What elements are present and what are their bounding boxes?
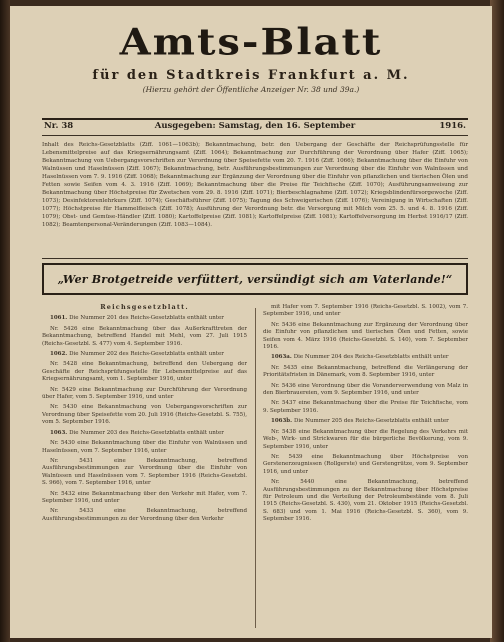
entry-text: Nr. 5438 eine Bekanntmachung über die Regelung des Verkehrs mit Web-, Wirk- und Strickwaren für die bürgerliche Bevölkerung, vom 9. September 1916, unter bbox=[263, 428, 468, 450]
scan-edge-right bbox=[490, 0, 504, 642]
list-item bbox=[42, 326, 247, 348]
document-page bbox=[10, 6, 492, 638]
list-item bbox=[42, 361, 247, 383]
section-heading: Reichsgesetzblatt. bbox=[100, 304, 189, 311]
list-item bbox=[263, 454, 468, 476]
entry-number: 1061. bbox=[50, 315, 70, 322]
list-item bbox=[263, 429, 468, 451]
entry-text: Nr. 5430 eine Bekanntmachung von Uebergangsvorschriften zur Verordnung über Speisefette vom 20. Juli 1916 (Reichs-Gesetzbl. S. 755), vom 5. September 1916. bbox=[42, 404, 247, 426]
entry-number: 1063b. bbox=[271, 418, 294, 425]
list-item bbox=[263, 479, 468, 523]
entry-text: mit Hafer vom 7. September 1916 (Reichs-Gesetzbl. S. 1002), vom 7. September 1916, und unter bbox=[263, 304, 468, 318]
issue-number: Nr. 38 bbox=[44, 121, 74, 131]
entry-text: Nr. 5428 eine Bekanntmachung, betreffend den Uebergang der Geschäfte der Reichsprüfungsstelle für Lebensmittelpreise auf das Kriegsernährungsamt, vom 1. September 1916, unter bbox=[42, 361, 247, 383]
slogan-box bbox=[42, 263, 468, 295]
entry-text: Die Nummer 204 des Reichs-Gesetzblatts enthält unter bbox=[293, 354, 449, 361]
list-item bbox=[42, 315, 247, 322]
column-divider bbox=[255, 308, 256, 628]
right-column bbox=[263, 304, 468, 628]
entry-text: Nr. 5433 eine Bekanntmachung, betreffend Ausführungsbestimmungen zu der Verordnung über den Verkehr bbox=[42, 508, 247, 522]
list-item bbox=[42, 440, 247, 455]
list-item bbox=[263, 365, 468, 380]
entry-text: Nr. 5436 eine Verordnung über die Voranderverwendung von Malz in den Bierbrauereien, vom 9. September 1916, und unter bbox=[263, 382, 468, 397]
entry-text: Nr. 5436 eine Bekanntmachung zur Ergänzung der Verordnung über die Einfuhr von pflanzlichen und tierischen Ölen und Fetten, sowie Seifen vom 4. März 1916 (Reichs-Gesetzbl. S. 140), vom 7. September 1916. bbox=[263, 321, 468, 351]
masthead bbox=[10, 20, 492, 94]
right-column-entries bbox=[263, 304, 468, 524]
list-item bbox=[263, 383, 468, 398]
entry-text: Nr. 5432 eine Bekanntmachung über den Verkehr mit Hafer, vom 7. September 1916, und unter bbox=[42, 490, 247, 504]
list-item bbox=[42, 491, 247, 506]
masthead-title: Amts-Blatt bbox=[119, 21, 383, 64]
list-item bbox=[263, 418, 468, 425]
entry-text: Die Nummer 203 des Reichs-Gesetzblatts enthält unter bbox=[69, 429, 224, 436]
list-item bbox=[42, 404, 247, 426]
entry-number: 1063a. bbox=[271, 354, 294, 361]
list-item bbox=[42, 351, 247, 358]
entry-text: Die Nummer 201 des Reichs-Gesetzblatts enthält unter bbox=[69, 315, 224, 322]
table-of-contents bbox=[42, 141, 468, 229]
left-column bbox=[42, 304, 247, 628]
entry-number: 1063. bbox=[50, 429, 70, 436]
article-columns bbox=[42, 304, 468, 628]
issue-line bbox=[42, 121, 468, 133]
contents-rule bbox=[42, 258, 468, 259]
entry-text: Die Nummer 202 des Reichs-Gesetzblatts enthält unter bbox=[69, 351, 224, 358]
list-item bbox=[42, 508, 247, 523]
entry-number: 1062. bbox=[50, 351, 70, 358]
issue-rule-top bbox=[42, 118, 468, 120]
list-item bbox=[263, 322, 468, 352]
list-item bbox=[263, 354, 468, 361]
entry-text: Nr. 5429 eine Bekanntmachung zur Durchführung der Verordnung über Hafer, vom 5. September 1916, und unter bbox=[42, 386, 247, 401]
entry-text: Nr. 5439 eine Bekanntmachung über Höchstpreise von Gerstenerzeugnissen (Rollgerste) und Gerstengrütze, vom 9. September 1916, und unter bbox=[263, 453, 468, 475]
left-column-entries bbox=[42, 315, 247, 523]
list-item bbox=[42, 458, 247, 488]
entry-text: Nr. 5437 eine Bekanntmachung über die Preise für Teichfische, vom 9. September 1916. bbox=[263, 400, 468, 414]
entry-text: Nr. 5440 eine Bekanntmachung, betreffend Ausführungsbestimmungen zu der Bekanntmachung über Höchstpreise für Petroleum und die Verteilung der Petroleumbestände vom 8. Juli 1915 (Reichs-Gesetzbl. S. 430), vom 21. Oktober 1915 (Reichs-Gesetzbl. S. 683) und vom 1. Mai 1916 (Reichs-Gesetzbl. S. 360), vom 9. September 1916. bbox=[263, 479, 468, 523]
entry-text: Die Nummer 205 des Reichs-Gesetzblatts enthält unter bbox=[293, 418, 449, 425]
list-item bbox=[42, 430, 247, 437]
issue-date: Ausgegeben: Samstag, den 16. September bbox=[154, 121, 356, 131]
masthead-subtitle: für den Stadtkreis Frankfurt a. M. bbox=[92, 68, 410, 83]
issue-year: 1916. bbox=[439, 121, 466, 131]
list-item bbox=[42, 387, 247, 402]
entry-text: Nr. 5426 eine Bekanntmachung über das Außerkrafttreten der Bekanntmachung, betreffend Handel mit Mehl, vom 27. Juli 1915 (Reichs-Gesetzbl. S. 477) vom 4. September 1916. bbox=[42, 325, 247, 347]
slogan-text: „Wer Brotgetreide verfüttert, versündigt sich am Vaterlande!“ bbox=[57, 272, 453, 286]
contents-text: Inhalt des Reichs-Gesetzblatts (Ziff. 1061—1063b); Bekanntmachung, betr. den Uebergang der Geschäfte der Reichsprüfungsstelle für Lebensmittelpreise auf das Kriegsernährungsamt (Ziff. 1064); Bekanntmachung zur Durchführung der Verordnung über Hafer (Ziff. 1065); Bekanntmachung von Uebergangsvorschriften zur Verordnung über Speisefette vom 20. 7. 1916 (Ziff. 1066); Bekanntmachung über die Einfuhr von Walnüssen und Haselnüssen (Ziff. 1067); Bekanntmachung, betr. Ausführungsbestimmungen zur Verordnung über die Einfuhr von Walnüssen und Haselnüssen vom 7. 9. 1916 (Ziff. 1068); Bekanntmachung zur Ergänzung der Verordnung über die Einfuhr von pflanzlichen und tierischen Ölen und Fetten sowie Seifen vom 4. 3. 1916 (Ziff. 1069); Bekanntmachung über die Preise für Teichfische (Ziff. 1070); Ausführungsanweisung zur Bekanntmachung über Höchstpreise für Zwetschen vom 29. 8. 1916 (Ziff. 1071); Bierbeschlagnahme (Ziff. 1072); Kriegsblindenfürsorgewoche (Ziff. 1073); Desinfektorenlehrkurs (Ziff. 1074); Geschäftsführer (Ziff. 1075); Tagung des Schweigerischen (Ziff. 1076); Vereinigung in Wirtschaften (Ziff. 1077); Höchstpreise für Hammelfleisch (Ziff. 1078); Ausführung der Verordnung betr. die Versorgung mit Milch vom 25. 5. und 4. 8. 1916 (Ziff. 1079); Obst- und Gemüse-Händler (Ziff. 1080); Kartoffelpreise (Ziff. 1081); Kartoffelpreise (Ziff. 1081); Kartoffelversorgung im Herbst 1916/17 (Ziff. 1082); Beamtenpersonal-Veränderungen (Ziff. 1083—1084). bbox=[42, 142, 468, 228]
list-item bbox=[263, 400, 468, 415]
scan-edge-left bbox=[0, 0, 10, 642]
entry-text: Nr. 5431 eine Bekanntmachung, betreffend Ausführungsbestimmungen zur Verordnung über die Einfuhr von Walnüssen und Haselnüssen vom 7. September 1916 (Reichs-Gesetzbl. S. 966), vom 7. September 1916, unter bbox=[42, 457, 247, 487]
list-item bbox=[263, 304, 468, 319]
entry-text: Nr. 5435 eine Bekanntmachung, betreffend die Verlängerung der Prioritätsfristen in Dänemark, vom 8. September 1916, unter bbox=[263, 364, 468, 379]
issue-rule-bottom bbox=[42, 135, 468, 136]
masthead-note: (Hierzu gehört der Öffentliche Anzeiger Nr. 38 und 39a.) bbox=[142, 85, 360, 94]
entry-text: Nr. 5430 eine Bekanntmachung über die Einfuhr von Walnüssen und Haselnüssen, vom 7. September 1916, unter bbox=[42, 440, 247, 454]
